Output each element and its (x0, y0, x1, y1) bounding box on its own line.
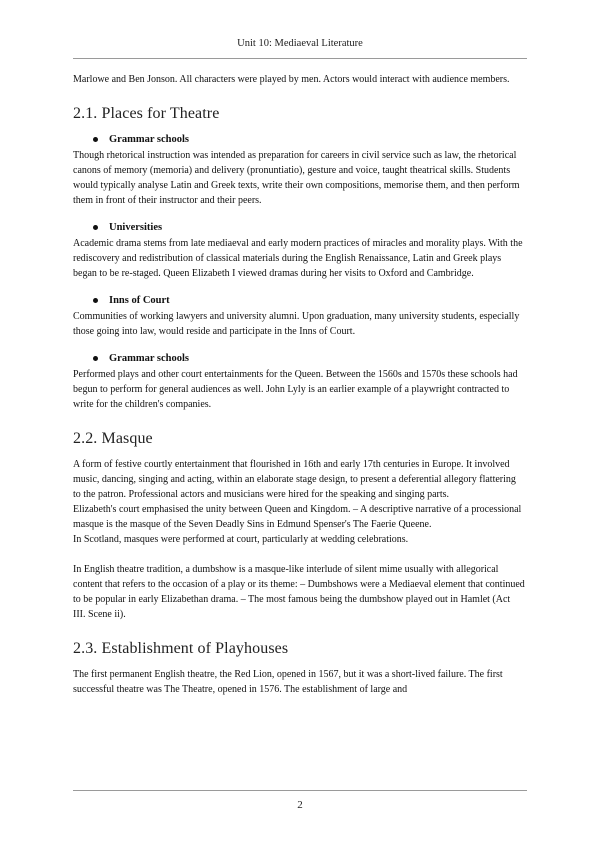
section-title-establishment-of-playhouses: 2.3. Establishment of Playhouses (73, 640, 289, 657)
masque-paragraph-scotland: In Scotland, masques were performed at court, particularly at wedding celebrations. (73, 534, 409, 545)
masque-paragraph-elizabeth: Elizabeth's court emphasised the unity between Queen and Kingdom. – A descriptive narrative of a processional masque is the masque of the Seven Deadly Sins in Edmund Spenser's The Faerie Queene. (73, 504, 522, 530)
bullet-heading: Grammar schools (109, 134, 190, 145)
header-divider (73, 58, 527, 59)
bullet-icon (93, 225, 98, 230)
bullet-icon (93, 298, 98, 303)
masque-paragraph-dumbshow: In English theatre tradition, a dumbshow is a masque-like interlude of silent mime usually with allegorical content that refers to the occasion of a play or its theme: – Dumbshows were a Mediaeval element that continued to be popular in early Elizabethan drama. – The most famous being the dumbshow played out in Hamlet (Act III. Scene ii). (73, 564, 525, 620)
section-title-places-for-theatre: 2.1. Places for Theatre (73, 105, 220, 122)
list-item (73, 351, 525, 412)
bullet-icon (93, 137, 98, 142)
list-item (73, 220, 525, 281)
bullet-paragraph: Communities of working lawyers and university alumni. Upon graduation, many university students, especially those going into law, would reside and participate in the Inns of Court. (73, 311, 520, 337)
masque-paragraph-definition: A form of festive courtly entertainment that flourished in 16th and early 17th centuries in Europe. It involved music, dancing, singing and acting, within an elaborate stage design, to present a deferential allegory flattering to the patron. Professional actors and musicians were hired for the speaking and singing parts. (73, 459, 516, 500)
list-item (73, 132, 525, 208)
list-item (73, 293, 525, 339)
page-number: 2 (297, 799, 303, 811)
bullet-heading: Grammar schools (109, 353, 190, 364)
running-header: Unit 10: Mediaeval Literature (237, 38, 363, 49)
bullet-icon (93, 356, 98, 361)
bullet-heading: Inns of Court (109, 295, 170, 306)
section-title-masque: 2.2. Masque (73, 430, 153, 447)
bullet-paragraph: Academic drama stems from late mediaeval and early modern practices of miracles and morality plays. With the rediscovery and redistribution of classical materials during the English Renaissance, Latin and Greek plays began to be re-staged. Queen Elizabeth I viewed dramas during her visits to Oxford and Cambridge. (73, 238, 523, 279)
intro-paragraph: Marlowe and Ben Jonson. All characters were played by men. Actors would interact with audience members. (73, 74, 510, 85)
playhouses-paragraph: The first permanent English theatre, the Red Lion, opened in 1567, but it was a short-lived failure. The first successful theatre was The Theatre, opened in 1576. The establishment of large and (73, 669, 503, 695)
bullet-paragraph: Performed plays and other court entertainments for the Queen. Between the 1560s and 1570s these schools had begun to perform for general audiences as well. John Lyly is an earlier example of a playwright contracted to write for the children's companies. (73, 369, 518, 410)
bullet-paragraph: Though rhetorical instruction was intended as preparation for careers in civil service such as law, the rhetorical canons of memory (memoria) and delivery (pronuntiatio), gesture and voice, taught theatrical skills. Students would typically analyse Latin and Greek texts, write their own compositions, memorise them, and then perform them in front of their instructor and their peers. (73, 150, 520, 206)
footer-divider (73, 790, 527, 791)
page-content (73, 72, 525, 697)
bullet-heading: Universities (109, 222, 163, 233)
